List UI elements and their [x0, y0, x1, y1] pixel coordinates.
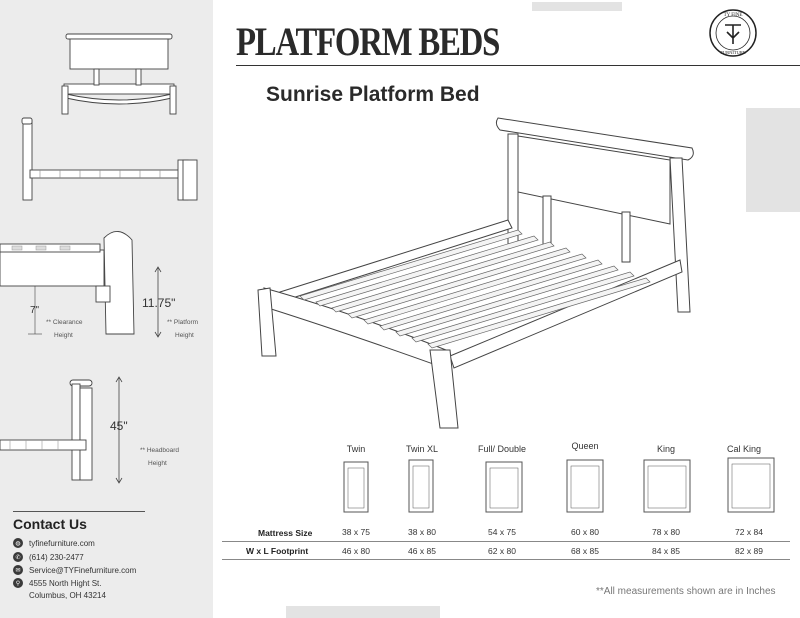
row-label-mattress: Mattress Size	[258, 528, 313, 538]
headboard-value: 45"	[110, 419, 128, 433]
contact-website[interactable]: ◍ tyfinefurniture.com	[13, 538, 95, 548]
platform-note: ** Platform Height	[167, 319, 199, 339]
footprint-cal-king: 82 x 89	[735, 546, 763, 556]
clearance-note: ** Clearance Height	[46, 319, 83, 339]
mattress-cal-king: 72 x 84	[735, 527, 763, 537]
size-name-king: King	[656, 444, 675, 454]
headboard-note: ** Headboard Height	[140, 447, 180, 467]
size-diagrams	[330, 456, 790, 516]
product-title: Sunrise Platform Bed	[266, 83, 480, 106]
size-name-cal-king: Cal King	[726, 444, 762, 454]
location-pin-icon: ⚲	[13, 578, 23, 588]
table-divider-top	[222, 541, 790, 542]
right-accent-block	[746, 108, 800, 212]
logo-text-bottom: FURNITURE	[720, 50, 746, 55]
bottom-accent-bar	[286, 606, 440, 618]
bed-headboard-detail-illustration	[0, 374, 120, 484]
contact-address-line2: Columbus, OH 43214	[29, 591, 106, 600]
clearance-value: 7"	[30, 305, 40, 316]
mattress-twin-xl: 38 x 80	[408, 527, 436, 537]
table-divider-bottom	[222, 559, 790, 560]
email-icon: ✉	[13, 565, 23, 575]
row-label-footprint: W x L Footprint	[246, 546, 309, 556]
footprint-twin: 46 x 80	[342, 546, 370, 556]
footprint-king: 84 x 85	[652, 546, 680, 556]
bed-side-view-illustration	[20, 116, 200, 202]
header-rule	[236, 65, 800, 66]
mattress-twin: 38 x 75	[342, 527, 370, 537]
size-name-twin-xl: Twin XL	[405, 444, 438, 454]
platform-value: 11.75"	[142, 296, 176, 310]
size-name-queen: Queen	[571, 441, 599, 451]
contact-phone[interactable]: ✆ (614) 230-2477	[13, 552, 84, 562]
mattress-full-double: 54 x 75	[488, 527, 516, 537]
mattress-queen: 60 x 80	[571, 527, 599, 537]
globe-icon: ◍	[13, 538, 23, 548]
mattress-king: 78 x 80	[652, 527, 680, 537]
ty-fine-logo	[700, 8, 766, 58]
contact-email[interactable]: ✉ Service@TYFinefurniture.com	[13, 565, 136, 575]
contact-address-line1: ⚲ 4555 North Hight St.	[13, 578, 101, 588]
bed-front-view-illustration	[56, 28, 182, 116]
footprint-full-double: 62 x 80	[488, 546, 516, 556]
top-accent-bar	[532, 2, 622, 11]
contact-heading: Contact Us	[13, 516, 87, 532]
size-name-twin: Twin	[346, 444, 366, 454]
logo-text-top: TY FINE	[723, 13, 743, 18]
measurement-note: **All measurements shown are in Inches	[596, 586, 776, 597]
phone-icon: ✆	[13, 552, 23, 562]
brand-title: PLATFORM BEDS	[236, 19, 500, 64]
footprint-queen: 68 x 85	[571, 546, 599, 556]
bed-3d-illustration	[250, 112, 710, 432]
size-name-full-double: Full/ Double	[477, 444, 527, 454]
contact-rule	[13, 511, 145, 512]
footprint-twin-xl: 46 x 85	[408, 546, 436, 556]
